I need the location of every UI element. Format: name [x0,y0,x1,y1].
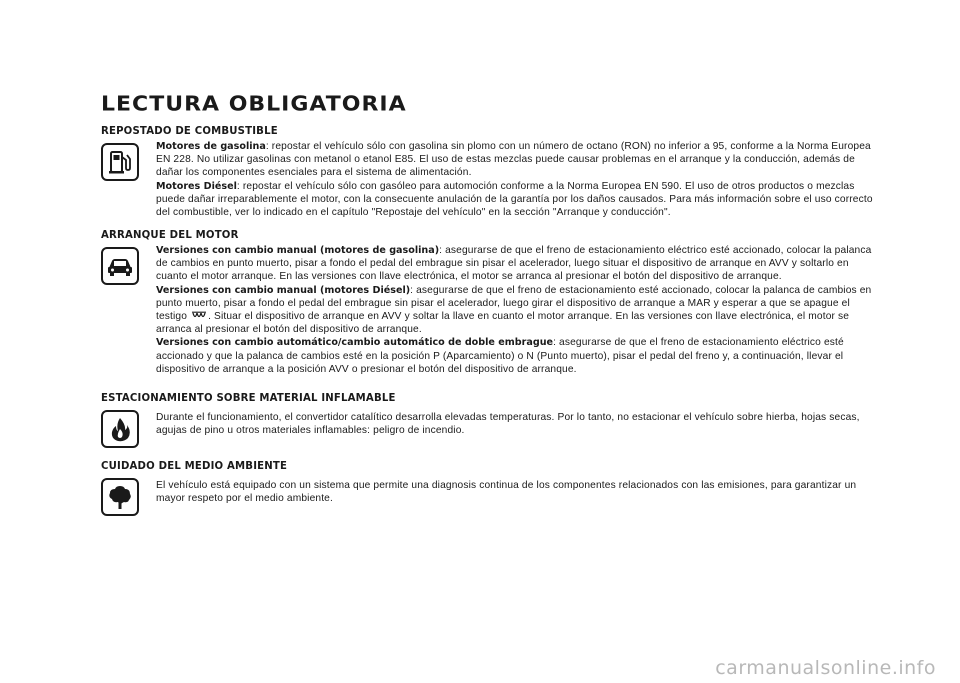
section-body-flammable [156,411,883,437]
flame-icon [101,410,139,448]
paragraph-lead: Versiones con cambio automático/cambio automático de doble embrague [156,337,554,349]
paragraph [156,180,883,220]
page-title: LECTURA OBLIGATORIA [101,93,407,116]
paragraph-lead: Versiones con cambio manual (motores de gasolina) [156,245,440,256]
paragraph-text: El vehículo está equipado con un sistema que permite una diagnosis continua de los componentes relacionados con las emisiones, para garantizar un mayor respeto por el medio ambiente. [156,480,857,505]
paragraph-text-after: . Situar el dispositivo de arranque en AVV y soltar la llave en cuanto el motor arranque. En las versiones con llave electrónica, el motor se arranca al presionar el botón del dispositivo de arranque. [156,311,850,336]
paragraph-text: : repostar el vehículo sólo con gasolina sin plomo con un número de octano (RON) no inferior a 95, conforme a la Norma Europea EN 228. No utilizar gasolinas con metanol o etanol E85. El uso de estas mezclas puede causar problemas en el arranque y la conducción, además de dañar los componentes esenciales para el sistema de alimentación. [156,141,871,179]
car-icon [101,247,139,285]
paragraph [156,244,883,284]
paragraph [156,336,883,376]
paragraph-lead: Motores de gasolina [156,141,266,152]
paragraph [156,140,883,180]
paragraph-text: : repostar el vehículo sólo con gasóleo para automoción conforme a la Norma Europea EN 590. El uso de otros productos o mezclas puede dañar irreparablemente el motor, con la consecuente anulación de la garantía por los daños causados. Para más información sobre el uso correcto del combustible, ver lo indicado en el capítulo "Repostaje del vehículo" en la sección "Arranque y conducción". [156,180,873,219]
section-heading-fuel: REPOSTADO DE COMBUSTIBLE [101,124,278,137]
section-engine-start [101,228,891,376]
section-heading-flammable: ESTACIONAMIENTO SOBRE MATERIAL INFLAMABLE [101,391,396,404]
section-fuel [101,124,891,219]
section-flammable [101,391,891,448]
section-environment [101,459,891,516]
paragraph-text: : asegurarse de que el freno de estacionamiento eléctrico esté accionado y que la palanca de cambios esté en la posición P (Aparcamiento) o N (Punto muerto), pisar el pedal del freno y, a continuación, llevar el dispositivo de arranque a la posición AVV o presionar el botón del dispositivo de arranque. [156,337,844,375]
section-body-engine-start [156,244,883,376]
paragraph-text: : asegurarse de que el freno de estacionamiento eléctrico esté accionado, colocar la palanca de cambios en punto muerto, pisar a fondo el pedal del embrague sin pisar el acelerador, luego situar el dispositivo de arranque en AVV y soltarlo en cuanto el motor arranque. En las versiones con llave electrónica, el motor se arranca al presionar el botón del dispositivo de arranque. [156,245,872,283]
section-body-environment [156,479,883,505]
section-heading-environment: CUIDADO DEL MEDIO AMBIENTE [101,459,288,472]
paragraph-lead: Versiones con cambio manual (motores Diésel) [156,284,411,296]
paragraph-text: : asegurarse de que el freno de estacionamiento esté accionado, colocar la palanca de cambios en punto muerto, pisar a fondo el pedal del embrague sin pisar el acelerador, luego girar el dispositivo de arranque a MAR y esperar a que se apague el testigo [156,284,872,323]
paragraph [156,479,883,505]
glow-plug-icon [191,311,207,321]
paragraph-text: Durante el funcionamiento, el convertidor catalítico desarrolla elevadas temperaturas. Por lo tanto, no estacionar el vehículo sobre hierba, hojas secas, agujas de pino u otros materiales inflamables: peligro de incendio. [156,412,860,437]
tree-icon [101,478,139,516]
section-heading-engine-start: ARRANQUE DEL MOTOR [101,228,239,241]
paragraph [156,411,883,437]
watermark: carmanualsonline.info [715,657,936,679]
section-body-fuel [156,140,883,219]
paragraph [156,284,883,337]
paragraph-lead: Motores Diésel [156,180,237,192]
fuel-pump-icon [101,143,139,181]
